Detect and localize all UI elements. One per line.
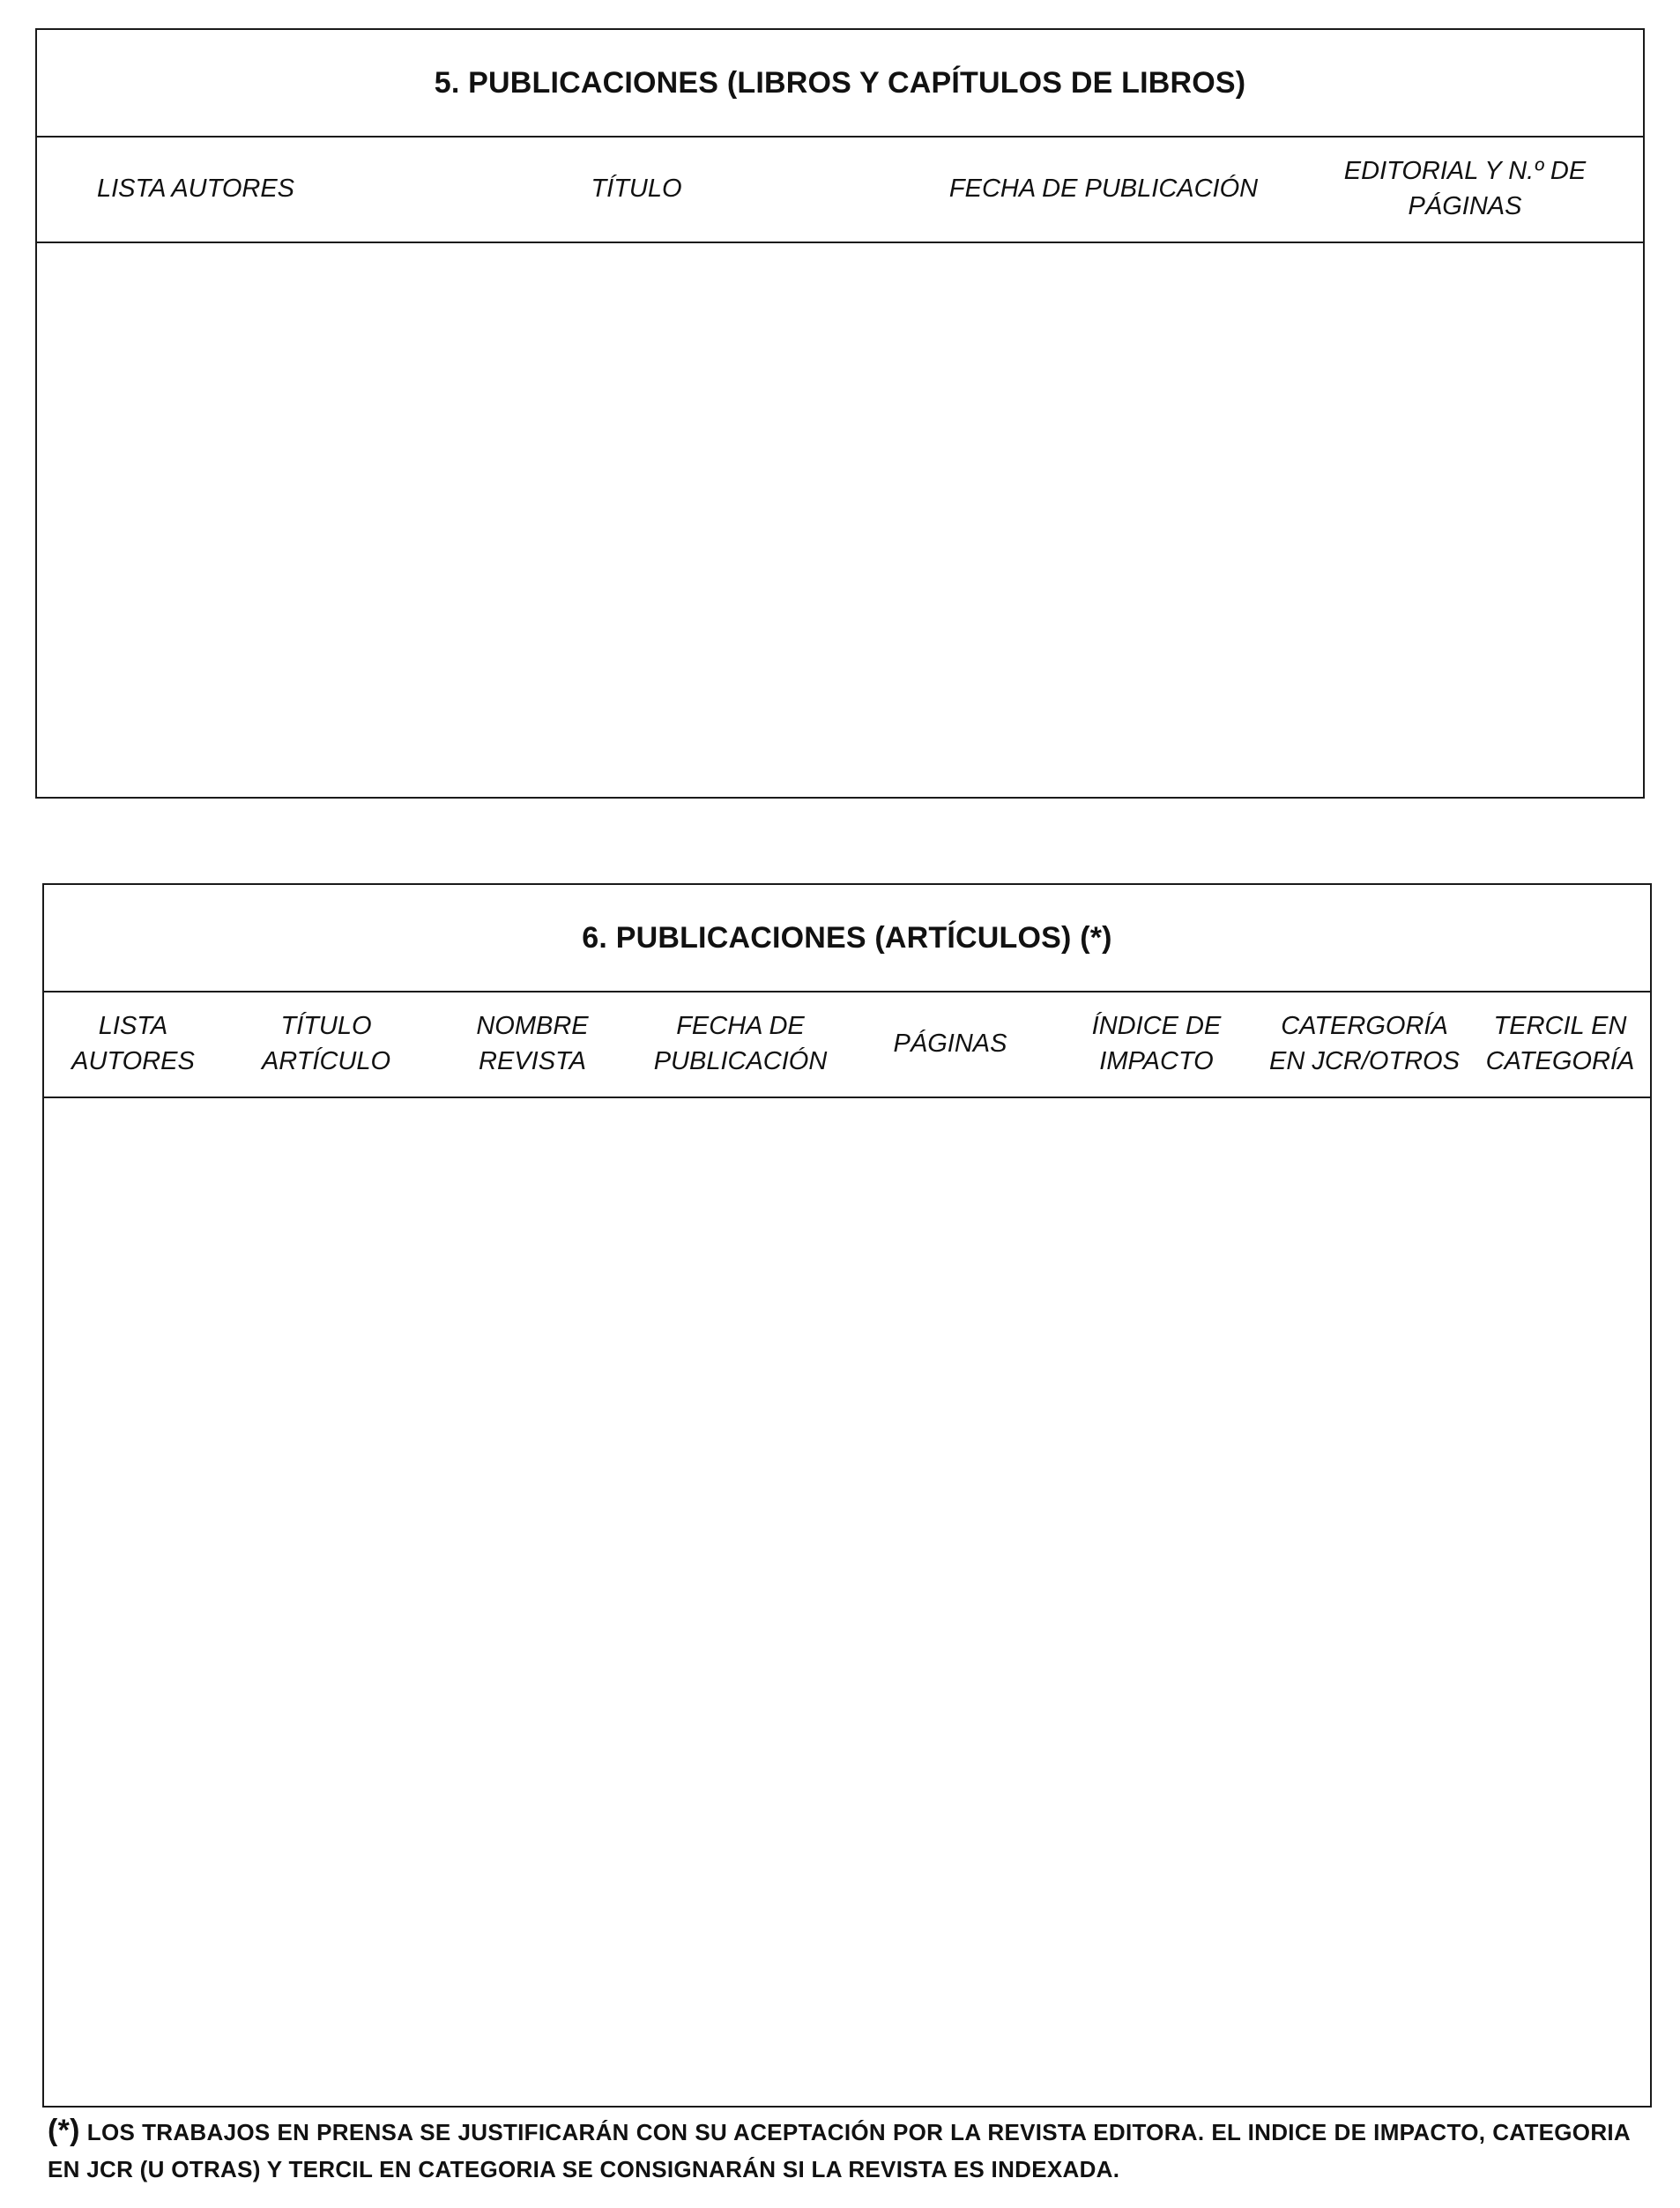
books-publications-table <box>35 28 1645 799</box>
column-header-jcr-category: CATERGORÍA EN JCR/OTROS <box>1269 1012 1460 1075</box>
section-6-entry-area[interactable] <box>44 1097 1650 2106</box>
column-header-article-title: TÍTULO ARTÍCULO <box>261 1012 391 1075</box>
section-5-title: 5. PUBLICACIONES (LIBROS Y CAPÍTULOS DE LIBROS) <box>37 30 1643 138</box>
column-header-category-tercile: TERCIL EN CATEGORÍA <box>1485 1012 1635 1075</box>
column-header-journal-name: NOMBRE REVISTA <box>476 1012 589 1075</box>
column-header-authors: LISTA AUTORES <box>71 1012 195 1075</box>
column-header-publication-date: FECHA DE PUBLICACIÓN <box>653 1012 828 1075</box>
section-6-header-row <box>44 991 1650 1098</box>
column-header-publisher-pages: EDITORIAL Y N.º DE PÁGINAS <box>1343 157 1587 220</box>
section-6-title: 6. PUBLICACIONES (ARTÍCULOS) (*) <box>44 885 1650 992</box>
column-header-impact-index: ÍNDICE DE IMPACTO <box>1091 1012 1222 1075</box>
section-5-entry-area[interactable] <box>37 242 1643 797</box>
articles-publications-table <box>42 883 1652 2108</box>
column-header-title: TÍTULO <box>591 175 682 203</box>
section-5-header-row <box>37 136 1643 243</box>
footnote <box>48 2112 1631 2188</box>
column-header-authors: LISTA AUTORES <box>97 175 294 203</box>
column-header-pages: PÁGINAS <box>893 1030 1007 1058</box>
footnote-text: LOS TRABAJOS EN PRENSA SE JUSTIFICARÁN CON SU ACEPTACIÓN POR LA REVISTA EDITORA. EL INDICE DE IMPACTO, CATEGORIA EN JCR (U OTRAS) Y TERCIL EN CATEGORIA SE CONSIGNARÁN SI LA REVISTA ES INDEXADA. <box>48 2119 1631 2182</box>
footnote-mark: (*) <box>48 2114 80 2147</box>
column-header-publication-date: FECHA DE PUBLICACIÓN <box>948 175 1259 203</box>
